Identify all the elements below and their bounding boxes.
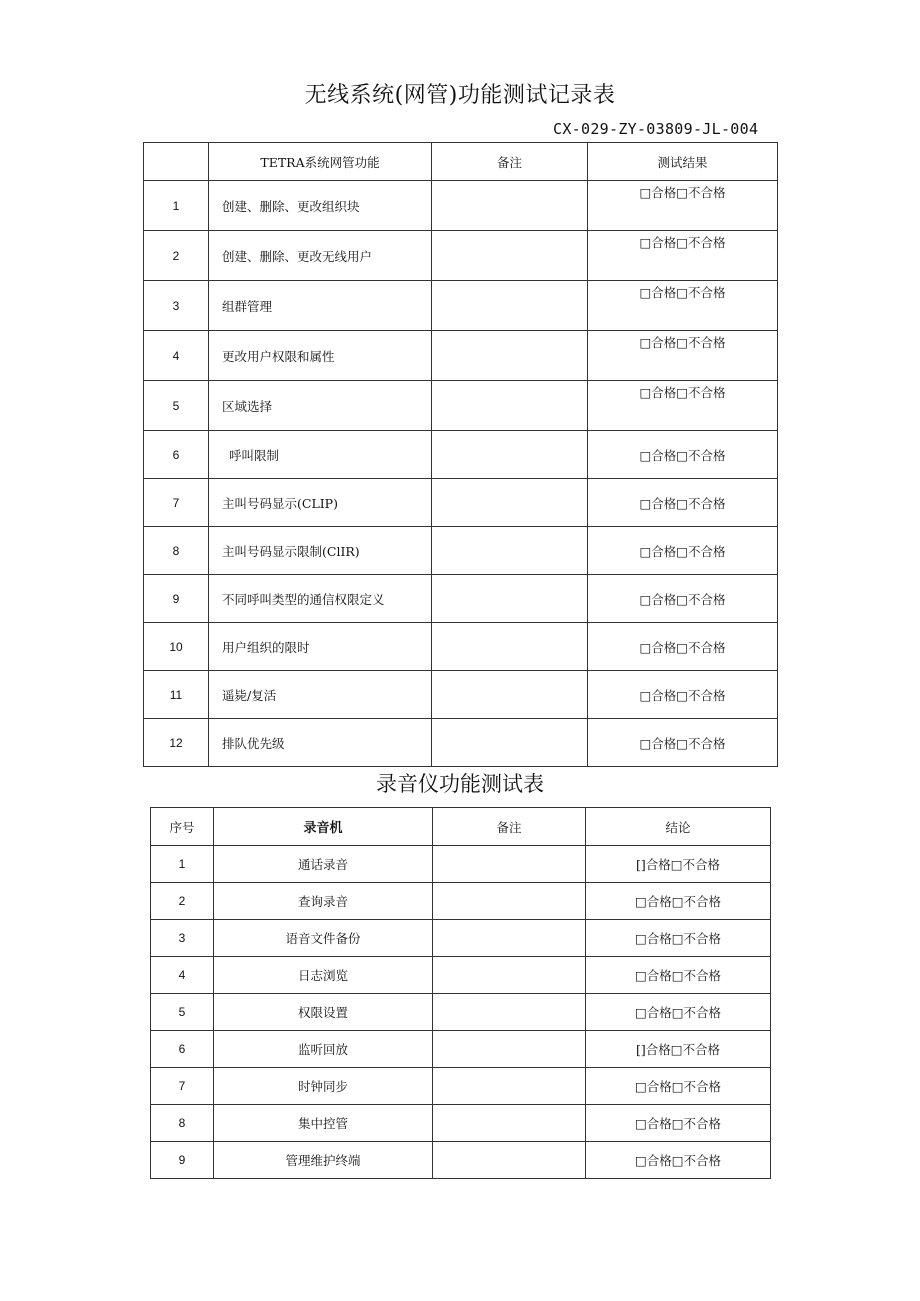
result-cell[interactable]: □合格□不合格 <box>588 623 778 671</box>
function-cell: 遥毙/复活 <box>209 671 432 719</box>
table-row <box>144 331 778 381</box>
function-cell: 语音文件备份 <box>214 920 433 957</box>
table-row <box>151 846 771 883</box>
function-cell: 更改用户权限和属性 <box>209 331 432 381</box>
header-cell: TETRA系统网管功能 <box>209 143 432 181</box>
note-cell[interactable] <box>432 719 588 767</box>
result-cell[interactable]: □合格□不合格 <box>588 281 778 331</box>
row-number: 6 <box>144 431 209 479</box>
row-number: 12 <box>144 719 209 767</box>
row-number: 7 <box>144 479 209 527</box>
table-row <box>144 719 778 767</box>
recorder-test-table <box>150 807 771 1179</box>
function-cell: 用户组织的限时 <box>209 623 432 671</box>
function-cell: 日志浏览 <box>214 957 433 994</box>
function-cell: 不同呼叫类型的通信权限定义 <box>209 575 432 623</box>
row-number: 6 <box>151 1031 214 1068</box>
row-number: 8 <box>151 1105 214 1142</box>
table-header-row <box>144 143 778 181</box>
note-cell[interactable] <box>432 671 588 719</box>
section-title: 录音仪功能测试表 <box>376 772 544 796</box>
document-number: CX-029-ZY-03809-JL-004 <box>553 120 759 138</box>
table-row <box>151 994 771 1031</box>
row-number: 9 <box>144 575 209 623</box>
function-cell: 创建、删除、更改无线用户 <box>209 231 432 281</box>
result-cell[interactable]: □合格□不合格 <box>588 479 778 527</box>
note-cell[interactable] <box>432 381 588 431</box>
table-row <box>151 883 771 920</box>
result-cell[interactable]: □合格□不合格 <box>586 1142 771 1179</box>
result-cell[interactable]: □合格□不合格 <box>588 527 778 575</box>
row-number: 5 <box>144 381 209 431</box>
result-cell[interactable]: □合格□不合格 <box>588 331 778 381</box>
network-test-table <box>143 142 778 767</box>
result-cell[interactable]: □合格□不合格 <box>586 883 771 920</box>
result-cell[interactable]: □合格□不合格 <box>588 719 778 767</box>
table-row <box>144 575 778 623</box>
result-cell[interactable]: □合格□不合格 <box>586 1105 771 1142</box>
row-number: 1 <box>151 846 214 883</box>
header-cell: 序号 <box>151 808 214 846</box>
result-cell[interactable]: □合格□不合格 <box>588 231 778 281</box>
table-row <box>144 381 778 431</box>
note-cell[interactable] <box>432 623 588 671</box>
header-cell <box>144 143 209 181</box>
row-number: 2 <box>144 231 209 281</box>
table-row <box>144 623 778 671</box>
function-cell: 组群管理 <box>209 281 432 331</box>
header-cell: 备注 <box>433 808 586 846</box>
row-number: 3 <box>144 281 209 331</box>
header-cell: 录音机 <box>214 808 433 846</box>
row-number: 4 <box>144 331 209 381</box>
result-cell[interactable]: □合格□不合格 <box>586 920 771 957</box>
note-cell[interactable] <box>432 479 588 527</box>
result-cell[interactable]: □合格□不合格 <box>588 575 778 623</box>
note-cell[interactable] <box>433 1068 586 1105</box>
row-number: 3 <box>151 920 214 957</box>
note-cell[interactable] <box>433 1105 586 1142</box>
row-number: 11 <box>144 671 209 719</box>
function-cell: 排队优先级 <box>209 719 432 767</box>
note-cell[interactable] <box>433 994 586 1031</box>
row-number: 4 <box>151 957 214 994</box>
function-cell: 区域选择 <box>209 381 432 431</box>
function-cell: 权限设置 <box>214 994 433 1031</box>
page-title: 无线系统(网管)功能测试记录表 <box>304 83 616 108</box>
header-cell: 结论 <box>586 808 771 846</box>
function-cell: 监听回放 <box>214 1031 433 1068</box>
table-row <box>151 1142 771 1179</box>
note-cell[interactable] <box>433 846 586 883</box>
table-row <box>151 920 771 957</box>
function-cell: 管理维护终端 <box>214 1142 433 1179</box>
table-header-row <box>151 808 771 846</box>
result-cell[interactable]: []合格□不合格 <box>586 1031 771 1068</box>
table-row <box>144 231 778 281</box>
row-number: 2 <box>151 883 214 920</box>
function-cell: 创建、删除、更改组织块 <box>209 181 432 231</box>
result-cell[interactable]: □合格□不合格 <box>588 671 778 719</box>
header-cell: 备注 <box>432 143 588 181</box>
note-cell[interactable] <box>433 920 586 957</box>
function-cell: 主叫号码显示(CLIP) <box>209 479 432 527</box>
result-cell[interactable]: □合格□不合格 <box>586 957 771 994</box>
result-cell[interactable]: □合格□不合格 <box>586 994 771 1031</box>
row-number: 9 <box>151 1142 214 1179</box>
note-cell[interactable] <box>432 575 588 623</box>
result-cell[interactable]: □合格□不合格 <box>588 431 778 479</box>
table-row <box>151 957 771 994</box>
function-cell: 集中控管 <box>214 1105 433 1142</box>
table-row <box>144 527 778 575</box>
note-cell[interactable] <box>432 231 588 281</box>
row-number: 10 <box>144 623 209 671</box>
table-row <box>144 479 778 527</box>
result-cell[interactable]: □合格□不合格 <box>588 181 778 231</box>
note-cell[interactable] <box>432 431 588 479</box>
result-cell[interactable]: []合格□不合格 <box>586 846 771 883</box>
table-row <box>151 1068 771 1105</box>
function-cell: 呼叫限制 <box>209 431 432 479</box>
function-cell: 查询录音 <box>214 883 433 920</box>
note-cell[interactable] <box>433 883 586 920</box>
note-cell[interactable] <box>432 331 588 381</box>
note-cell[interactable] <box>433 957 586 994</box>
note-cell[interactable] <box>432 527 588 575</box>
table-row <box>144 431 778 479</box>
table-row <box>144 181 778 231</box>
note-cell[interactable] <box>433 1142 586 1179</box>
note-cell[interactable] <box>432 181 588 231</box>
table-row <box>151 1105 771 1142</box>
result-cell[interactable]: □合格□不合格 <box>588 381 778 431</box>
table-row <box>144 671 778 719</box>
row-number: 1 <box>144 181 209 231</box>
function-cell: 通话录音 <box>214 846 433 883</box>
row-number: 8 <box>144 527 209 575</box>
table-row <box>144 281 778 331</box>
row-number: 7 <box>151 1068 214 1105</box>
result-cell[interactable]: □合格□不合格 <box>586 1068 771 1105</box>
table-row <box>151 1031 771 1068</box>
note-cell[interactable] <box>432 281 588 331</box>
function-cell: 时钟同步 <box>214 1068 433 1105</box>
header-cell: 测试结果 <box>588 143 778 181</box>
function-cell: 主叫号码显示限制(ClIR) <box>209 527 432 575</box>
row-number: 5 <box>151 994 214 1031</box>
note-cell[interactable] <box>433 1031 586 1068</box>
